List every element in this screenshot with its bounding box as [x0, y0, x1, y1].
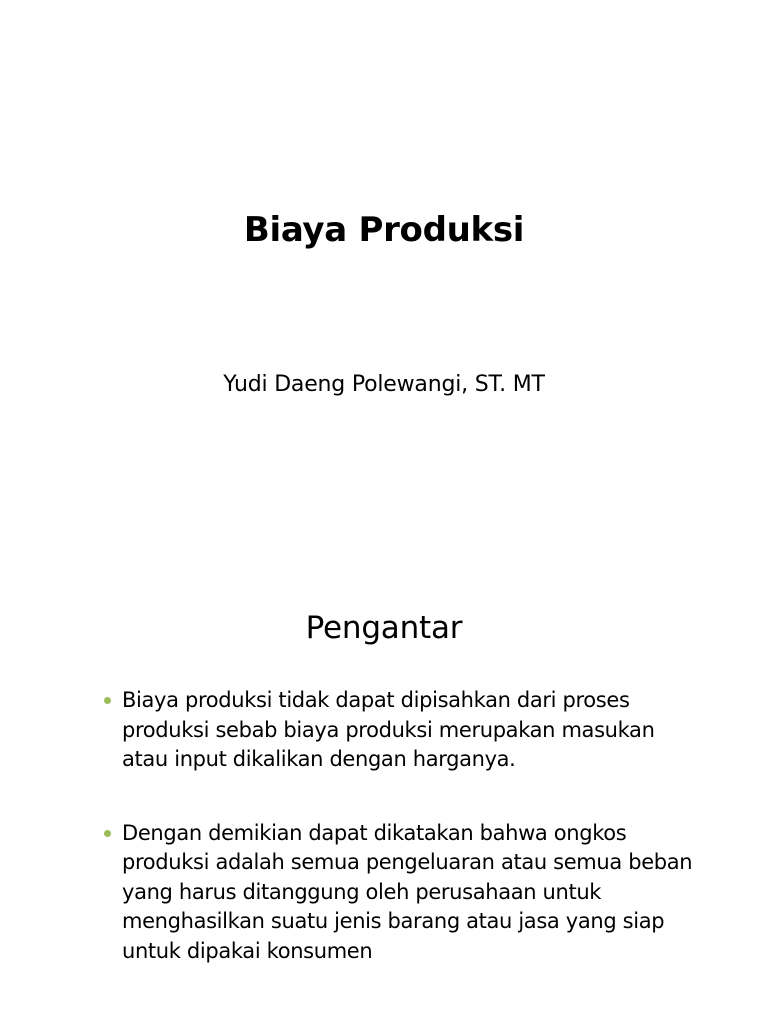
author-subtitle: Yudi Daeng Polewangi, ST. MT	[223, 372, 545, 397]
bullet-item	[104, 819, 704, 967]
content-slide	[0, 512, 768, 1024]
bullet-dot-icon	[104, 830, 111, 837]
bullet-dot-icon	[104, 697, 111, 704]
bullet-list	[104, 686, 704, 966]
bullet-text: Biaya produksi tidak dapat dipisahkan dari proses produksi sebab biaya produksi merupakan masukan atau input dikalikan dengan harganya.	[122, 688, 655, 771]
bullet-item	[104, 686, 704, 775]
slide-title: Biaya Produksi	[243, 210, 525, 250]
bullet-text: Dengan demikian dapat dikatakan bahwa ongkos produksi adalah semua pengeluaran atau semua beban yang harus ditanggung oleh perusahaan untuk menghasilkan suatu jenis barang atau jasa yang siap untuk dipakai konsumen	[122, 820, 693, 963]
section-title: Pengantar	[305, 610, 463, 646]
